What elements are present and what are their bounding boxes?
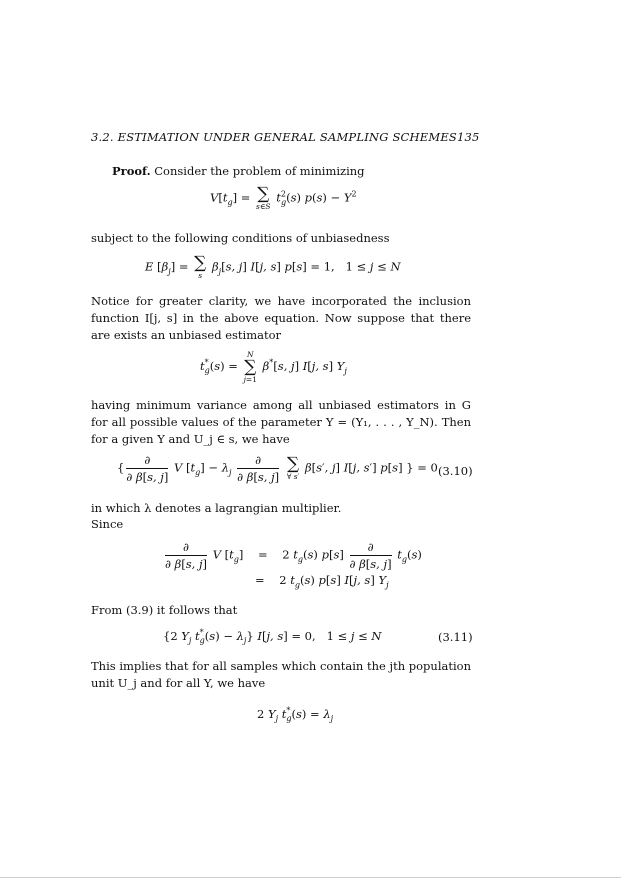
paragraph-implies: This implies that for all samples which contain the jth population unit U_j and for all Y, we have [91, 659, 471, 690]
proof-intro-text: Consider the problem of minimizing [154, 164, 365, 178]
equation-3-10: { $\frac{\partial}{\partial \beta[s, j]}$ V $[t_g] - \lambda_j$ $\frac{\partial}{\partial \beta[s, j]}$ ∑ ∀ s′ β[s′, j] I[j, s′] p[s] } = 0 [117, 453, 438, 484]
equation-number-3-10: (3.10) [438, 464, 473, 478]
equation-estimator: $t^*_g(s)$ = N ∑ j=1 β*[s, j] I[j, s] $Y_j$ [200, 350, 347, 384]
paragraph-unbiasedness: subject to the following conditions of unbiasedness [91, 231, 390, 245]
paragraph-since: Since [91, 517, 124, 531]
running-header [91, 130, 480, 144]
equation-3-11: {2 $Y_j$ $t^*_g(s) - \lambda_j$} I[j, s] = 0, 1 ≤ j ≤ N [163, 628, 382, 646]
paragraph-minimum-variance: having minimum variance among all unbiased estimators in G for all possible values of the parameter Y = (Y₁, . . . , Y_N). Then for a given Y and U_j ∈ s, we have [91, 398, 471, 446]
equation-unbiasedness: E $[\beta_j]$ = ∑ s $\beta_j[s$, j] I[j, s] p[s] = 1, 1 ≤ j ≤ N [145, 253, 401, 280]
page-number: 135 [457, 130, 480, 144]
equation-since-line1: $\frac{\partial}{\partial \beta[s, j]}$ V $[t_g]$ = 2 $t_g(s)$ p[s] $\frac{\partial}{\partial \beta[s, j]}$ $t_g(s)$ [165, 540, 422, 571]
proof-intro [112, 164, 365, 178]
running-title: 3.2. ESTIMATION UNDER GENERAL SAMPLING SCHEMES [91, 130, 458, 144]
equation-variance: $V[t_g]$ = ∑ s∈S $t^2_g(s) p(s) - Y^2$ [210, 184, 357, 211]
equation-final: 2 $Y_j$ $t^*_g(s) = \lambda_j$ [257, 706, 334, 724]
paragraph-inclusion-function: Notice for greater clarity, we have incorporated the inclusion function I[j, s] in the above equation. Now suppose that there are exists an unbiased estimator [91, 294, 471, 342]
equation-since-line2: = 2 $t_g(s)$ p[s] I[j, s] $Y_j$ [255, 573, 389, 590]
paragraph-lagrangian: in which λ denotes a lagrangian multiplier. [91, 501, 342, 515]
paragraph-follows: From (3.9) it follows that [91, 603, 238, 617]
equation-number-3-11: (3.11) [438, 630, 473, 644]
proof-label: Proof. [112, 164, 151, 178]
